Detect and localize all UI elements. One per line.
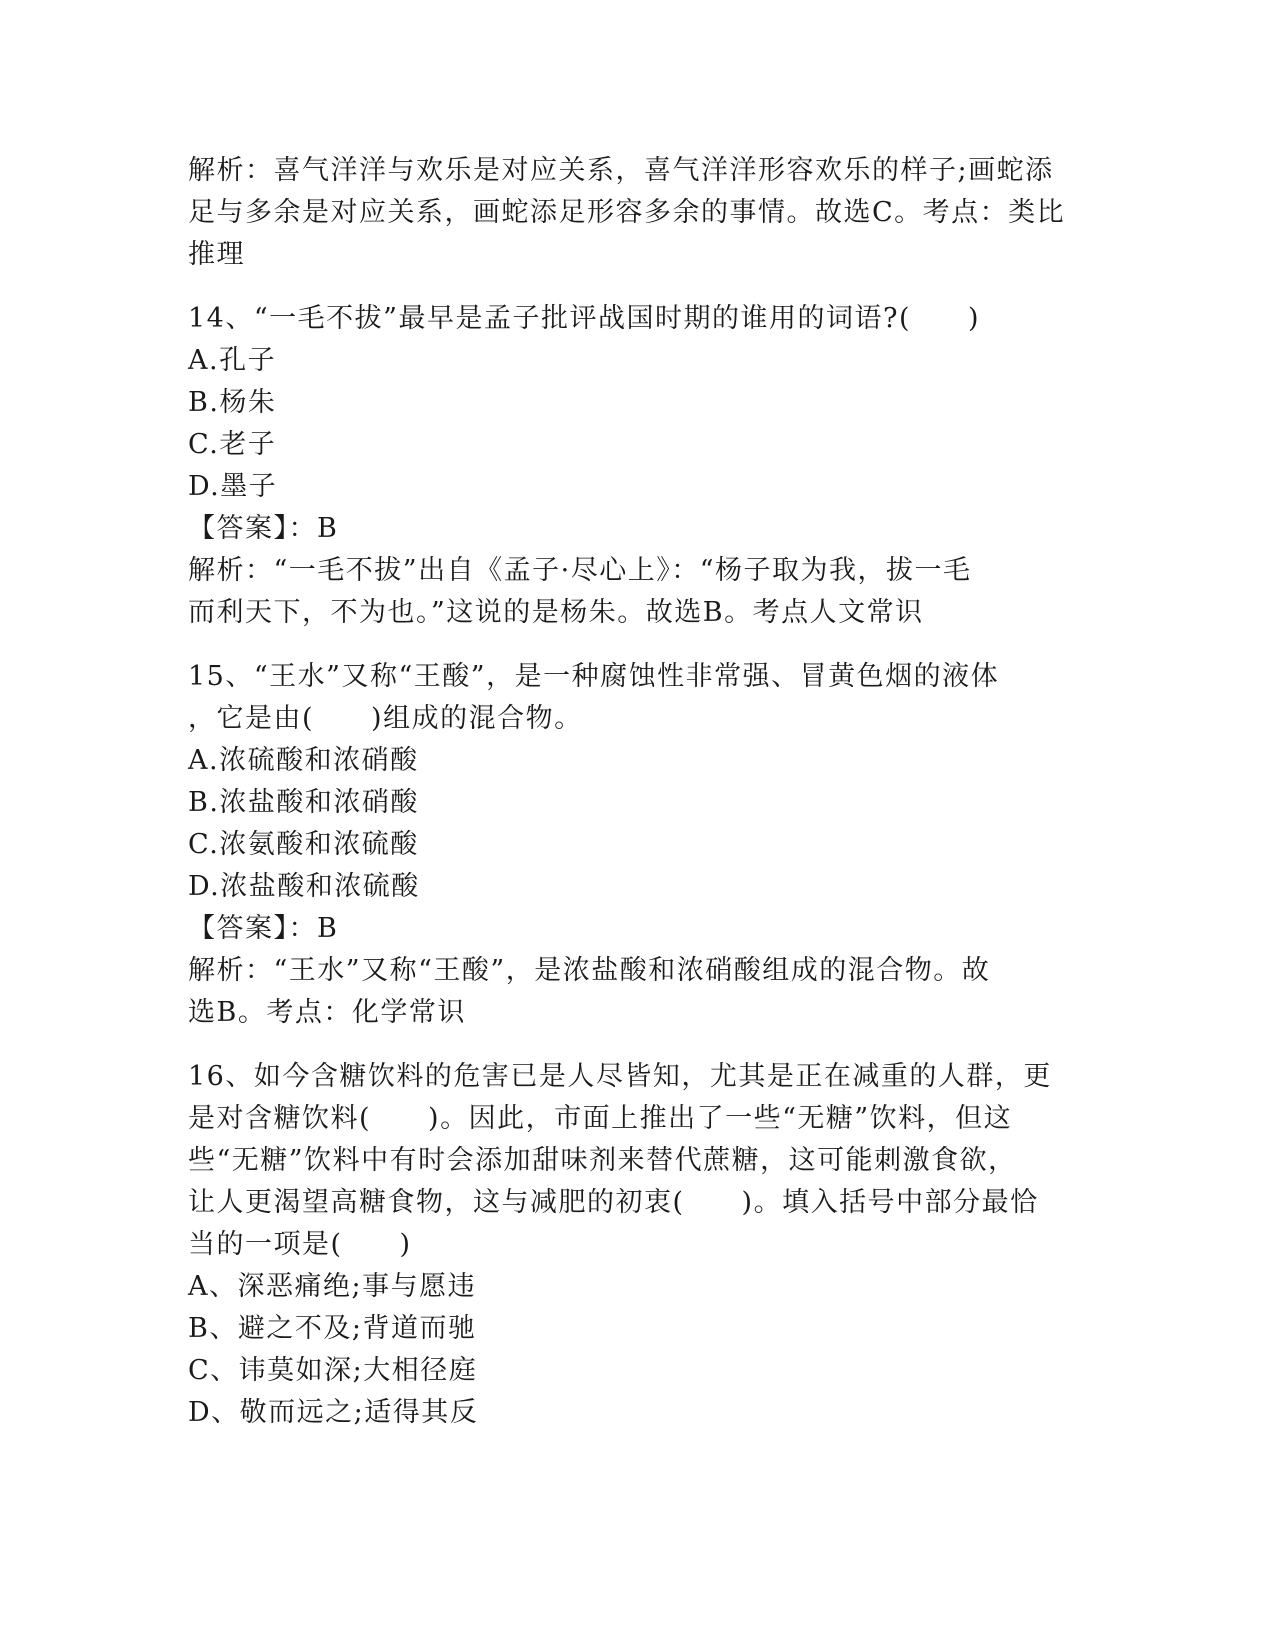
question-text: 让人更渴望高糖食物，这与减肥的初衷( )。填入括号中部分最恰 [188, 1187, 1039, 1218]
question-15 [188, 656, 1088, 1034]
analysis-line: 推理 [188, 239, 245, 270]
option-b: B.浓盐酸和浓硝酸 [188, 787, 419, 818]
question-text: 些“无糖”饮料中有时会添加甜味剂来替代蔗糖，这可能刺激食欲， [188, 1145, 1017, 1176]
option-c: C、讳莫如深;大相径庭 [188, 1355, 478, 1386]
option-b: B、避之不及;背道而驰 [188, 1313, 477, 1344]
option-c: C.老子 [188, 429, 277, 460]
question-text: 16、如今含糖饮料的危害已是人尽皆知，尤其是正在减重的人群，更 [188, 1061, 1052, 1092]
question-14 [188, 298, 1088, 634]
analysis-line: 而利天下，不为也。”这说的是杨朱。故选B。考点人文常识 [188, 597, 924, 628]
question-text: 14、“一毛不拔”最早是孟子批评战国时期的谁用的词语?( ) [188, 303, 981, 334]
option-a: A.孔子 [188, 345, 277, 376]
question-text: ，它是由( )组成的混合物。 [188, 703, 583, 734]
answer: 【答案】：B [188, 513, 339, 544]
analysis-line: 解析：“王水”又称“王酸”，是浓盐酸和浓硝酸组成的混合物。故 [188, 955, 991, 986]
analysis-line: 解析：“一毛不拔”出自《孟子·尽心上》：“杨子取为我，拔一毛 [188, 555, 972, 586]
option-a: A、深恶痛绝;事与愿违 [188, 1271, 477, 1302]
q13-analysis [188, 150, 1088, 276]
answer: 【答案】：B [188, 913, 339, 944]
option-d: D.浓盐酸和浓硫酸 [188, 871, 420, 902]
question-text: 当的一项是( ) [188, 1229, 412, 1260]
analysis-line: 解析：喜气洋洋与欢乐是对应关系，喜气洋洋形容欢乐的样子;画蛇添 [188, 155, 1054, 186]
option-c: C.浓氨酸和浓硫酸 [188, 829, 419, 860]
analysis-line: 足与多余是对应关系，画蛇添足形容多余的事情。故选C。考点：类比 [188, 197, 1066, 228]
option-a: A.浓硫酸和浓硝酸 [188, 745, 419, 776]
question-text: 是对含糖饮料( )。因此，市面上推出了一些“无糖”饮料，但这 [188, 1103, 1013, 1134]
option-b: B.杨朱 [188, 387, 277, 418]
analysis-line: 选B。考点：化学常识 [188, 997, 466, 1028]
document-page [188, 150, 1088, 1434]
question-16 [188, 1056, 1088, 1434]
option-d: D、敬而远之;适得其反 [188, 1397, 479, 1428]
question-text: 15、“王水”又称“王酸”，是一种腐蚀性非常强、冒黄色烟的液体 [188, 661, 1000, 692]
option-d: D.墨子 [188, 471, 278, 502]
